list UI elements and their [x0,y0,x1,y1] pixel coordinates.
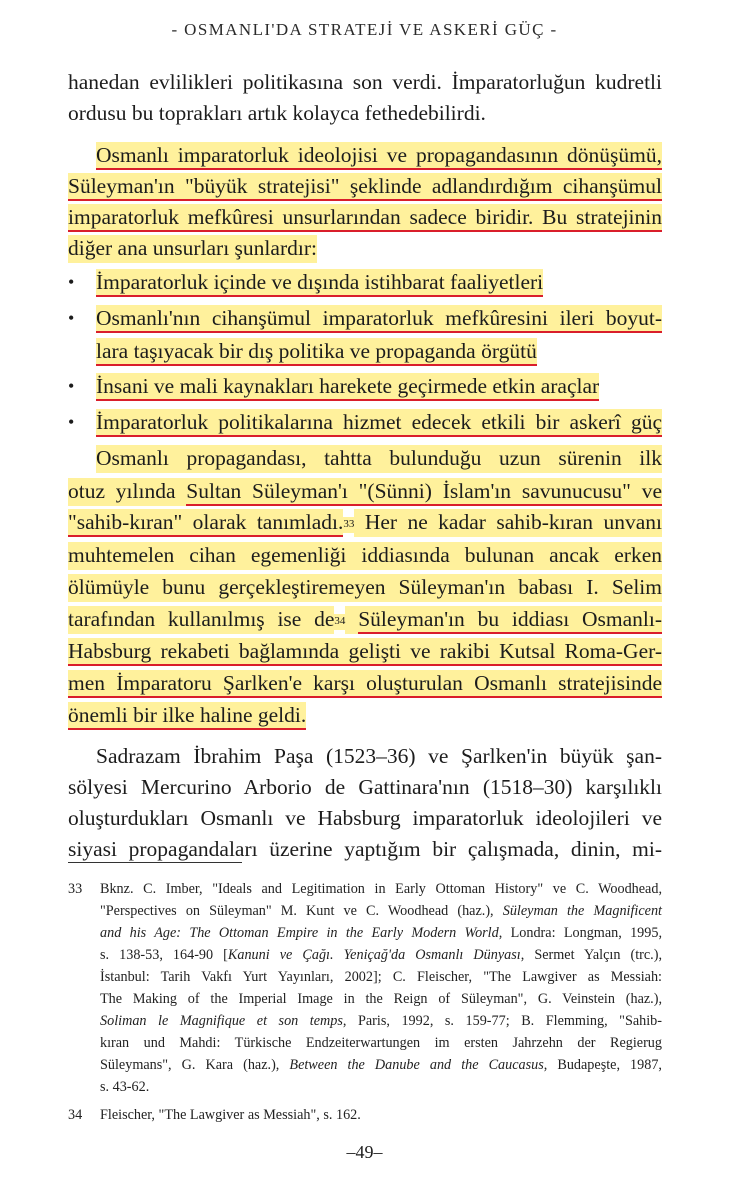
footnote-title: Between the Danube and the Caucasus [289,1057,544,1073]
body-line: oluşturdukları Osmanlı ve Habsburg imparatorluk ideolojileri ve [68,806,662,830]
highlighted-text: men İmparatoru Şarlken'e karşı oluşturulan Osmanlı stratejisinde [68,670,662,698]
bullet-item [96,412,662,434]
highlighted-text: ölümüyle bunu gerçekleştiremeyen Süleyman'ın babası I. Selim [68,574,662,602]
footnote-title: Soliman le Magnifique et son temps [100,1013,343,1029]
body-line [96,145,662,167]
body-line [96,448,662,470]
bullet-marker: • [68,412,75,432]
highlighted-text: muhtemelen cihan egemenliği iddiasında bulunan ancak erken [68,542,662,570]
footnote-line: kıran und Mahdi: Türkische Endzeiterwartungen im ersten Jahrzehn der Regierug [100,1035,662,1051]
body-line [68,512,662,534]
footnote-title: and his Age: The Ottoman Empire in the Early Modern World [100,925,499,941]
footnote-line [100,1058,662,1072]
body-line [68,673,662,695]
bullet-item [96,272,543,294]
highlighted-text: diğer ana unsurları şunlardır: [68,235,317,263]
footnote-line: Fleischer, "The Lawgiver as Messiah", s. 162. [100,1107,361,1123]
footnote-line: İstanbul: Tarih Vakfı Yurt Yayınları, 2002]; C. Fleischer, "The Lawgiver as Messiah: [100,969,662,985]
body-line [68,238,317,260]
highlighted-text [345,606,358,634]
bullet-item [96,308,662,330]
body-line: hanedan evlilikleri politikasına son verdi. İmparatorluğun kudretli [68,70,662,94]
highlighted-text: Her ne kadar sahib-kıran unvanı [354,509,662,537]
footnote-line: Bknz. C. Imber, "Ideals and Legitimation in Early Ottoman History" ve C. Woodhead, [100,881,662,897]
bullet-marker: • [68,272,75,292]
footnote-line [100,904,662,918]
body-line [68,207,662,229]
body-line [68,577,662,599]
body-line: ordusu bu toprakları artık kolayca fethedebilirdi. [68,101,486,125]
footnote-title: Kanuni ve Çağı. Yeniçağ'da Osmanlı Dünyası [227,947,521,963]
footnote-text: , Budapeşte, 1987, [543,1057,662,1073]
footnote-line [100,926,662,940]
bullet-marker: • [68,308,75,328]
body-line [68,176,662,198]
footnote-text: s. 138-53, 164-90 [ [100,947,228,963]
highlighted-text: Sultan Süleyman'ı "(Sünni) İslam'ın savunucusu" ve [186,478,662,506]
highlighted-text: Habsburg rekabeti bağlamında gelişti ve rakibi Kutsal Roma-Ger- [68,638,662,666]
highlighted-text: İmparatorluk içinde ve dışında istihbarat faaliyetleri [96,269,543,297]
highlighted-text: Süleyman'ın "büyük stratejisi" şeklinde adlandırdığım cihanşümul [68,173,662,201]
body-line [68,481,662,503]
footnote-number: 33 [68,881,83,897]
body-line [68,641,662,663]
highlighted-text: Süleyman'ın bu iddiası Osmanlı- [358,606,662,634]
highlighted-text: önemli bir ilke haline geldi. [68,702,306,730]
footnote-ref-33[interactable]: 33 [343,517,354,533]
bullet-marker: • [68,376,75,396]
body-line: siyasi propagandaları üzerine yaptığım bir çalışmada, dinin, mi- [68,837,662,861]
footnote-line: The Making of the Imperial Image in the Reign of Süleyman", G. Veinstein (haz.), [100,991,662,1007]
footnote-separator [68,862,242,863]
footnote-text: , Paris, 1992, s. 159-77; B. Flemming, "Sahib- [342,1013,662,1029]
footnote-number: 34 [68,1107,83,1123]
body-line [68,545,662,567]
footnote-title: Süleyman the Magnificent [502,903,662,919]
bullet-item [96,341,537,363]
bullet-item [96,376,599,398]
footnote-text: "Perspectives on Süleyman" M. Kunt ve C. Woodhead (haz.), [100,903,503,919]
highlighted-text: Osmanlı'nın cihanşümul imparatorluk mefkûresini ileri boyut- [96,305,662,333]
highlighted-text: İmparatorluk politikalarına hizmet edecek etkili bir askerî güç [96,409,662,437]
body-line: sölyesi Mercurino Arborio de Gattinara'nın (1518–30) karşılıklı [68,775,662,799]
highlighted-text: "sahib-kıran" olarak tanımladı. [68,509,343,537]
highlighted-text: lara taşıyacak bir dış politika ve propaganda örgütü [96,338,537,366]
footnote-text: , Londra: Longman, 1995, [498,925,662,941]
highlighted-text: İnsani ve mali kaynakları harekete geçirmede etkin araçlar [96,373,599,401]
body-line [68,609,662,631]
footnote-line [100,1014,662,1028]
footnote-ref-34[interactable]: 34 [334,614,345,630]
highlighted-text: otuz yılında [68,478,186,506]
highlighted-text: Osmanlı imparatorluk ideolojisi ve propagandasının dönüşümü, [96,142,662,170]
highlighted-text: Osmanlı propagandası, tahtta bulunduğu uzun sürenin ilk [96,445,662,473]
body-line: Sadrazam İbrahim Paşa (1523–36) ve Şarlken'in büyük şan- [96,744,662,768]
footnote-line: s. 43-62. [100,1079,150,1095]
footnote-text: Süleymans", G. Kara (haz.), [100,1057,290,1073]
footnote-line [100,948,662,962]
footnote-text: , Sermet Yalçın (trc.), [520,947,663,963]
running-header: - OSMANLI'DA STRATEJİ VE ASKERİ GÜÇ - [171,20,558,39]
body-line [68,705,306,727]
highlighted-text: tarafından kullanılmış ise de [68,606,334,634]
page-number: –49– [346,1142,383,1162]
highlighted-text: imparatorluk mefkûresi unsurlarından sadece biridir. Bu stratejinin [68,204,662,232]
